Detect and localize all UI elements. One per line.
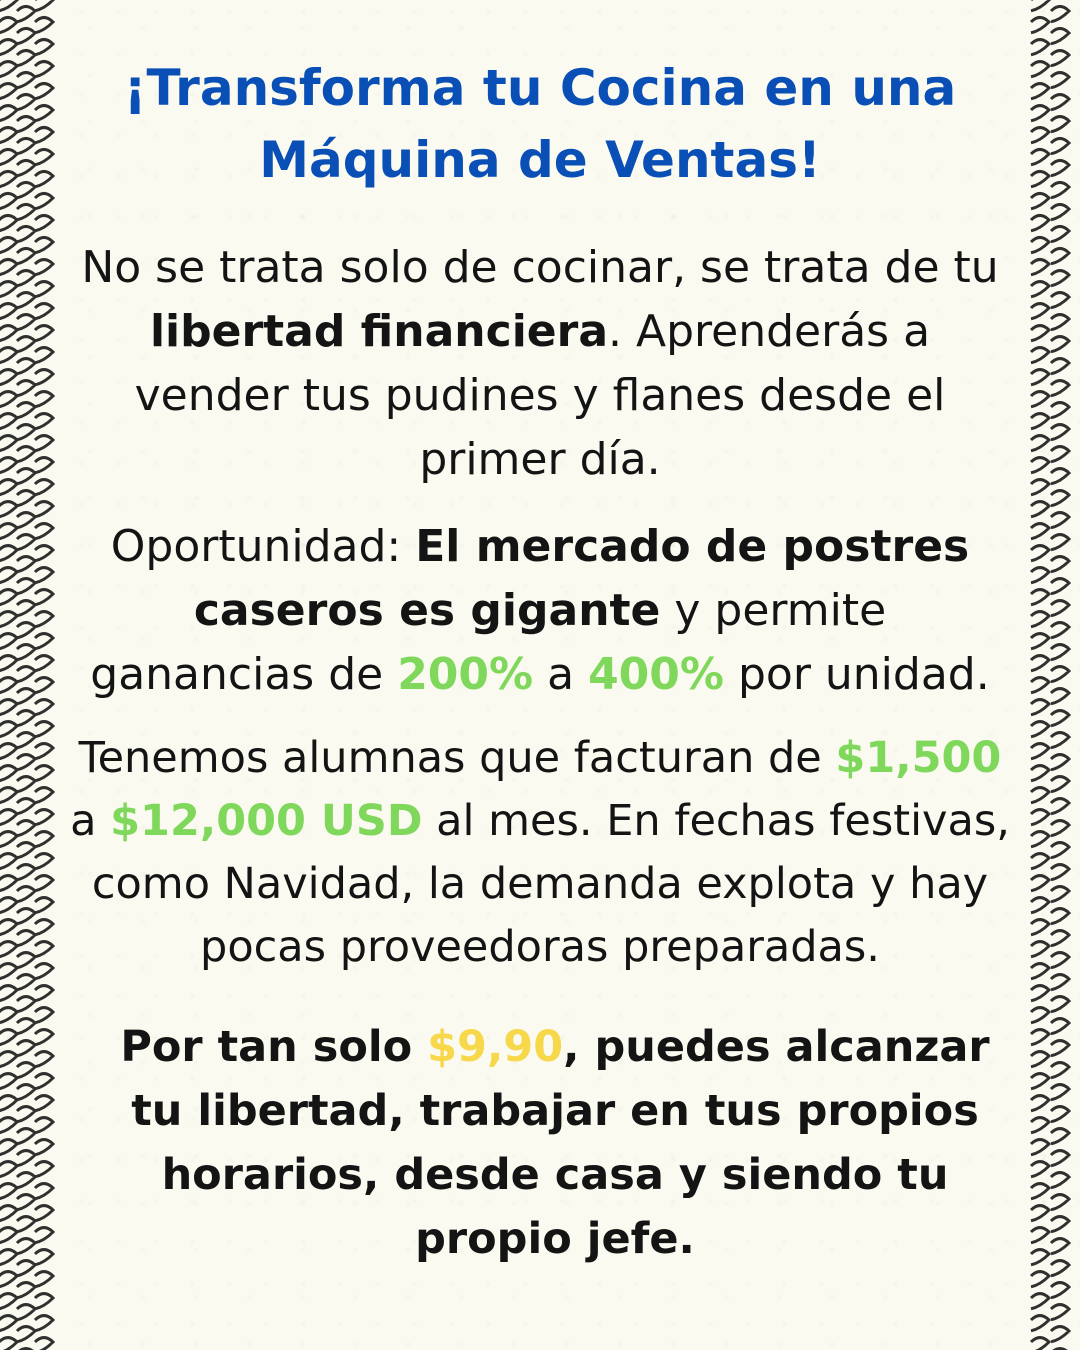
paragraph-2-text-c: a xyxy=(533,649,589,700)
revenue-low-amount: $1,500 xyxy=(835,733,1002,783)
paragraph-1-text-a: No se trata solo de cocinar, se trata de tu xyxy=(81,242,999,293)
profit-low-percent: 200% xyxy=(397,649,534,700)
paragraph-2-bold: El mercado de postres caseros es gigante xyxy=(193,521,970,636)
right-scribble-border xyxy=(1030,0,1080,1350)
paragraph-3-text-b: a xyxy=(70,796,111,846)
paragraph-freedom xyxy=(75,236,1005,492)
revenue-high-amount: $12,000 USD xyxy=(110,796,423,846)
paragraph-3-text-c: al mes. En fechas festivas, como Navidad, la demanda explota y hay pocas proveedoras preparadas. xyxy=(91,796,1010,972)
post-content xyxy=(70,0,1010,1350)
headline xyxy=(75,52,1005,196)
headline-line-2: Máquina de Ventas! xyxy=(259,131,821,189)
headline-line-1: ¡Transforma tu Cocina en una xyxy=(123,59,957,117)
left-scribble-border xyxy=(0,0,62,1350)
paragraph-offer xyxy=(95,1015,1015,1271)
paragraph-1-text-b: . Aprenderás a vender tus pudines y flanes desde el primer día. xyxy=(134,306,946,485)
paragraph-1-bold: libertad financiera xyxy=(149,306,609,357)
paragraph-3-text-a: Tenemos alumnas que facturan de xyxy=(78,733,836,783)
paragraph-2-text-d: por unidad. xyxy=(724,649,990,700)
paragraph-4-text-a: Por tan solo xyxy=(120,1022,428,1072)
paragraph-2-text-a: Oportunidad: xyxy=(110,521,416,572)
profit-high-percent: 400% xyxy=(588,649,724,700)
paragraph-2-text-b: y permite ganancias de xyxy=(90,585,887,700)
price-tag: $9,90 xyxy=(427,1022,564,1072)
paragraph-4-text-b: , puedes alcanzar tu libertad, trabajar en tus propios horarios, desde casa y siendo tu propio jefe. xyxy=(131,1022,990,1264)
paragraph-students xyxy=(65,727,1015,979)
paragraph-opportunity xyxy=(75,515,1005,707)
